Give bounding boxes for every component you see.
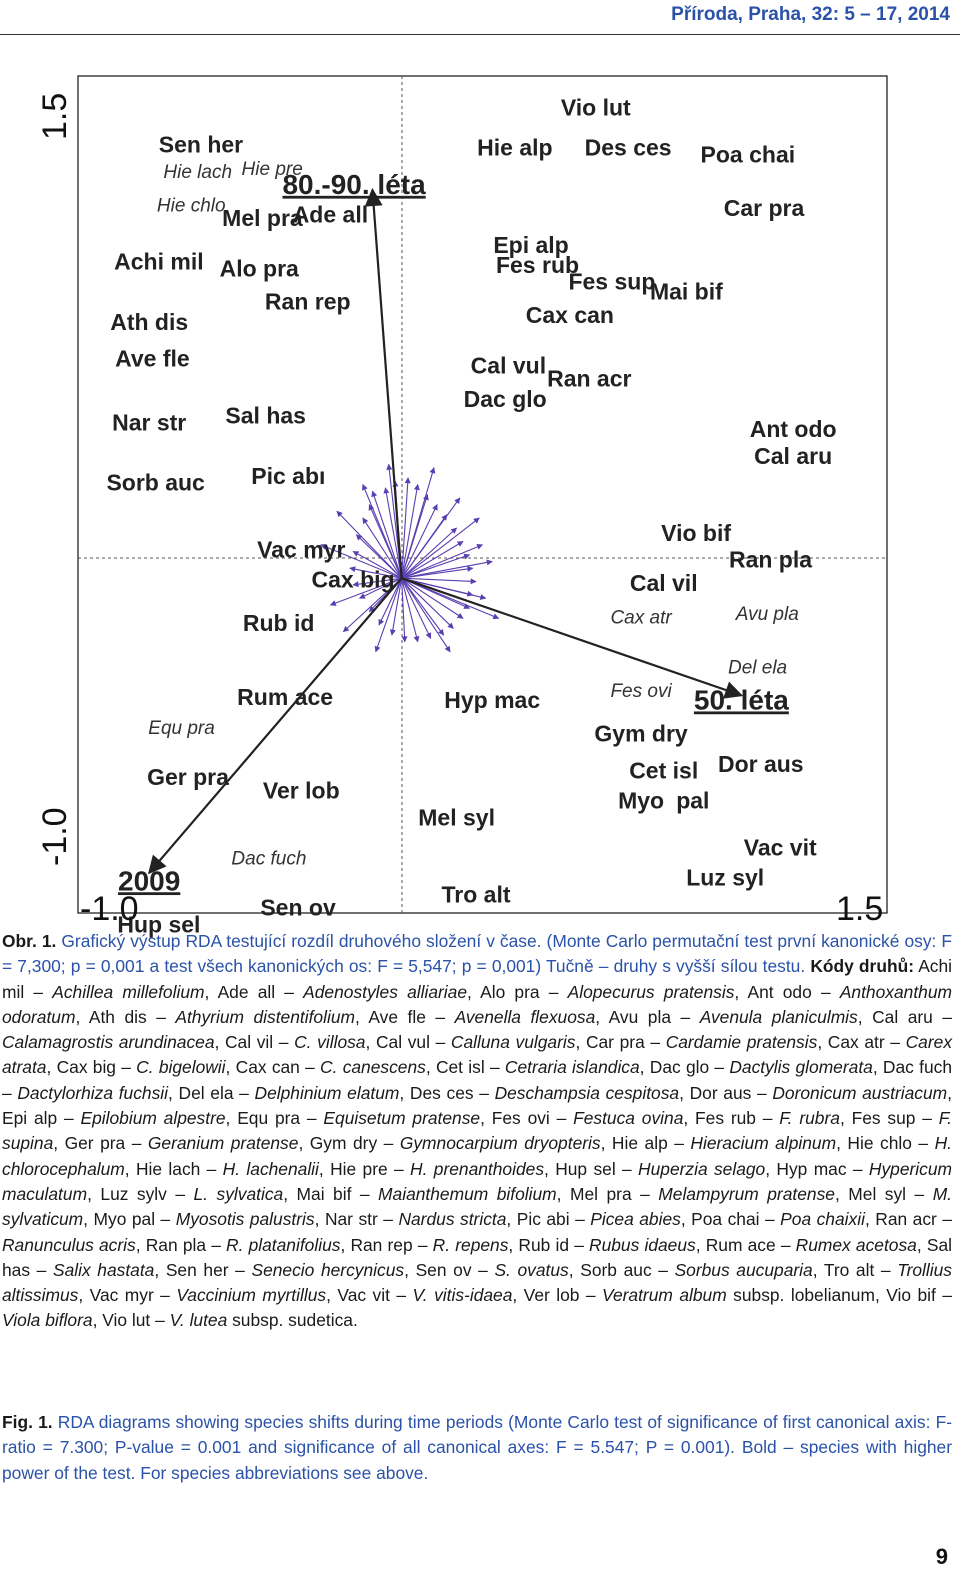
species-vector-arrow — [402, 578, 454, 628]
species-label: Car pra — [723, 194, 805, 221]
species-code-separator: , — [340, 1234, 346, 1255]
species-label: Cax atr — [610, 607, 672, 629]
species-code-name: F. supina — [2, 1108, 952, 1154]
species-label: Vio bif — [661, 519, 732, 546]
species-code-abbrev: Fes rub – — [688, 1108, 780, 1129]
species-label: Avu pla — [735, 604, 799, 626]
species-code-abbrev: Gym dry – — [303, 1133, 400, 1154]
species-code-separator: , — [639, 1057, 645, 1078]
species-code-separator: , — [75, 1006, 81, 1027]
species-code-abbrev: Sen her – — [159, 1259, 252, 1280]
species-code-separator: , — [734, 981, 740, 1002]
species-code-separator: , — [154, 1259, 160, 1280]
species-label: Ver lob — [262, 777, 340, 804]
species-code-abbrev: Pic abi – — [511, 1209, 591, 1230]
species-code-abbrev: Mel pra – — [561, 1183, 659, 1204]
species-label: Myo — [618, 787, 665, 814]
species-label: Dor aus — [717, 750, 804, 777]
species-code-abbrev: Poa chai – — [685, 1209, 781, 1230]
species-code-abbrev: Hup sel – — [548, 1158, 639, 1179]
species-code-name: C. villosa — [294, 1032, 366, 1053]
species-code-abbrev: Cet isl – — [430, 1057, 505, 1078]
species-code-separator: , — [225, 1057, 231, 1078]
species-code-separator: , — [53, 1133, 59, 1154]
species-code-name: Senecio hercynicus — [251, 1259, 405, 1280]
species-code-abbrev: Avu pla – — [600, 1006, 700, 1027]
species-label: Hie pre — [241, 158, 303, 180]
species-code-name: R. repens — [432, 1234, 509, 1255]
species-code-name: Deschampsia cespitosa — [494, 1082, 680, 1103]
species-codes-label: Kódy druhů: — [810, 956, 914, 977]
species-label: Pic abı — [251, 462, 326, 489]
species-code-separator: , — [318, 1158, 324, 1179]
species-code-abbrev: Hie chlo – — [840, 1133, 935, 1154]
species-code-separator: , — [683, 1108, 689, 1129]
species-label: Fes ovi — [610, 681, 672, 703]
species-code-name: S. ovatus — [494, 1259, 569, 1280]
species-label: Ave fle — [115, 345, 190, 372]
species-code-name: Dactylorhiza fuchsii — [17, 1082, 168, 1103]
species-code-name: Equisetum pratense — [323, 1108, 481, 1129]
species-code-name: Ranunculus acris — [2, 1234, 136, 1255]
species-code-abbrev: Tro alt – — [817, 1259, 898, 1280]
species-label: Fes rub — [495, 251, 580, 278]
species-label: Gym dry — [594, 720, 688, 747]
species-code-name: Trollius altissimus — [2, 1259, 953, 1306]
species-code-name: Myosotis palustris — [175, 1209, 315, 1230]
species-code-abbrev: Ave fle – — [359, 1006, 455, 1027]
species-code-abbrev: Hyp mac – — [770, 1158, 869, 1179]
caption-english — [2, 1410, 952, 1486]
journal-citation: Příroda, Praha, 32: 5 – 17, 2014 — [671, 4, 950, 25]
species-code-name: Cetraria islandica — [504, 1057, 640, 1078]
y-tick-max: 1.5 — [36, 92, 74, 140]
period-arrow — [372, 190, 401, 578]
period-label: 2009 — [118, 865, 181, 897]
species-label: Mel syl — [418, 804, 495, 831]
species-code-abbrev: Del ela – — [172, 1082, 255, 1103]
species-code-abbrev: Hie pre – — [323, 1158, 411, 1179]
species-code-name: Rubus idaeus — [589, 1234, 696, 1255]
species-code-separator: , — [168, 1082, 173, 1103]
species-code-name: Avenella flexuosa — [454, 1006, 596, 1027]
species-code-separator: , — [480, 1108, 485, 1129]
species-label: Sorb auc — [106, 469, 205, 496]
caption-cz-label: Obr. 1. — [2, 931, 57, 951]
species-code-separator: , — [836, 1133, 841, 1154]
species-code-separator: , — [92, 1310, 98, 1331]
species-code-subsp: subsp. lobelianum — [726, 1285, 875, 1306]
species-code-abbrev: Dac fuch – — [2, 1057, 952, 1103]
species-code-separator: , — [124, 1158, 130, 1179]
species-label: Mai bif — [649, 278, 723, 305]
caption-en-text: RDA diagrams showing species shifts during time periods (Monte Carlo test of significance of first canonical axis: F-ratio = 7.300; P-value = 0.001 and significance of all canonical axes: F = 5.547; P = 0.001). Bold – species with higher power of the test. For species abbreviations see above. — [2, 1412, 953, 1483]
species-code-separator: , — [765, 1158, 771, 1179]
species-label: Sen ov — [260, 894, 336, 921]
species-code-abbrev: Ver lob – — [517, 1285, 603, 1306]
caption-cz-text: Grafický výstup RDA testující rozdíl druhového složení v čase. (Monte Carlo permutační test první kanonické osy: F = 7,300; p = 0,001 a test všech kanonických os: F = 5,547; p = 0,001) Tučně – druhy s vyšší sílou testu. — [2, 931, 953, 977]
species-label: Rum ace — [237, 683, 334, 710]
species-code-separator: , — [864, 1209, 870, 1230]
species-label: Vac myr — [257, 536, 346, 563]
species-code-separator: , — [680, 1209, 686, 1230]
species-code-name: Achillea millefolium — [52, 981, 205, 1002]
species-label: Ant odo — [749, 415, 837, 442]
species-code-abbrev: Fes ovi – — [484, 1108, 574, 1129]
species-code-separator: , — [508, 1234, 514, 1255]
species-code-abbrev: Ath dis – — [80, 1006, 176, 1027]
species-code-name: C. canescens — [320, 1057, 426, 1078]
species-label: Rub id — [242, 610, 315, 637]
species-label: Sal has — [225, 402, 306, 429]
species-code-abbrev: Achi mil – — [2, 956, 953, 1002]
species-code-separator: , — [595, 1006, 601, 1027]
species-code-name: Maianthemum bifolium — [378, 1183, 557, 1204]
species-code-name: Melampyrum pratense — [658, 1183, 835, 1204]
page-number: 9 — [935, 1544, 948, 1569]
species-code-abbrev: Des ces – — [404, 1082, 495, 1103]
rda-figure — [0, 38, 960, 938]
species-code-name: Picea abies — [590, 1209, 681, 1230]
species-code-separator: , — [544, 1158, 549, 1179]
species-label: Epi alp — [493, 231, 569, 258]
species-label: Ath dis — [110, 308, 189, 335]
species-code-name: Festuca ovina — [573, 1108, 684, 1129]
species-code-name: Vaccinium myrtillus — [176, 1285, 327, 1306]
species-label: Cal aru — [754, 442, 833, 469]
species-code-name: V. lutea — [169, 1310, 228, 1331]
species-code-name: V. vitis-idaea — [412, 1285, 513, 1306]
species-code-separator: , — [87, 1183, 92, 1204]
species-code-name: H. lachenalii — [222, 1158, 319, 1179]
species-code-abbrev: Car pra – — [580, 1032, 666, 1053]
species-label: Mel pra — [222, 205, 303, 232]
species-label: Equ pra — [148, 717, 215, 739]
species-code-abbrev: Ran rep – — [345, 1234, 433, 1255]
species-code-name: Rumex acetosa — [795, 1234, 917, 1255]
species-label: Hie lach — [163, 162, 233, 184]
species-code-name: Hieracium alpinum — [690, 1133, 837, 1154]
species-label: Vio lut — [560, 94, 631, 121]
species-code-name: Anthoxanthum odoratum — [2, 981, 952, 1027]
species-code-abbrev: Hie alp – — [605, 1133, 691, 1154]
species-code-abbrev: Cal vil – — [219, 1032, 295, 1053]
species-code-separator: , — [78, 1285, 84, 1306]
species-code-name: Cardamie pratensis — [665, 1032, 818, 1053]
species-label: Ran pla — [728, 546, 813, 573]
species-code-name: Veratrum album — [602, 1285, 727, 1306]
species-label: Cal vul — [470, 352, 547, 379]
species-label: Hie alp — [477, 134, 553, 161]
species-code-separator: , — [506, 1209, 512, 1230]
species-code-abbrev: Dor aus – — [683, 1082, 773, 1103]
species-code-separator: , — [298, 1133, 304, 1154]
species-code-abbrev: Mel syl – — [839, 1183, 933, 1204]
species-code-name: R. platanifolius — [226, 1234, 341, 1255]
species-label: Fes sup — [568, 268, 656, 295]
species-code-abbrev: Myo pal – — [88, 1209, 176, 1230]
species-code-separator: , — [575, 1032, 581, 1053]
species-code-abbrev: Nar str – — [319, 1209, 399, 1230]
species-code-abbrev: Cal vul – — [370, 1032, 451, 1053]
species-code-separator: , — [568, 1259, 574, 1280]
species-vector-arrow — [402, 478, 408, 578]
species-label: Cax big — [311, 566, 395, 593]
species-code-name: Geranium pratense — [147, 1133, 299, 1154]
species-code-abbrev: Ran acr – — [869, 1209, 952, 1230]
species-code-separator: , — [135, 1234, 141, 1255]
species-code-abbrev: Vac vit – — [330, 1285, 413, 1306]
species-code-name: Dactylis glomerata — [729, 1057, 873, 1078]
species-code-name: Huperzia selago — [638, 1158, 766, 1179]
species-label: Luz syl — [686, 864, 765, 891]
species-code-name: Doronicum austriacum — [772, 1082, 948, 1103]
species-code-separator: , — [679, 1082, 684, 1103]
species-code-separator: , — [947, 1082, 952, 1103]
species-code-name: L. sylvatica — [193, 1183, 284, 1204]
rda-plot — [0, 38, 960, 938]
caption-czech — [2, 929, 952, 1334]
species-code-abbrev: Cax big – — [51, 1057, 137, 1078]
species-code-abbrev: Vio bif – — [879, 1285, 953, 1306]
x-tick-max: 1.5 — [836, 890, 884, 928]
species-code-abbrev: Cax atr – — [822, 1032, 906, 1053]
species-labels — [106, 95, 836, 938]
species-code-separator: , — [404, 1259, 409, 1280]
species-code-abbrev: Sorb auc – — [573, 1259, 675, 1280]
species-code-name: Calluna vulgaris — [450, 1032, 576, 1053]
species-label: Dac fuch — [231, 848, 307, 870]
species-code-abbrev: Rub id – — [513, 1234, 590, 1255]
species-code-name: Epilobium alpestre — [80, 1108, 226, 1129]
species-code-separator: , — [834, 1183, 840, 1204]
species-label: Cet isl — [629, 757, 699, 784]
species-code-separator: , — [83, 1209, 89, 1230]
species-code-abbrev: Sal has – — [2, 1234, 952, 1280]
species-label: Hup sel — [117, 911, 201, 938]
page-header — [0, 0, 960, 36]
species-code-name: Calamagrostis arundinacea — [2, 1032, 215, 1053]
species-code-name: Poa chaixii — [780, 1209, 865, 1230]
species-code-name: C. bigelowii — [136, 1057, 226, 1078]
x-tick-min: -1.0 — [80, 890, 139, 928]
species-code-separator: , — [365, 1032, 371, 1053]
species-code-name: Nardus stricta — [398, 1209, 507, 1230]
species-code-separator: , — [916, 1234, 922, 1255]
species-code-abbrev: Mai bif – — [288, 1183, 379, 1204]
species-label: Ran acr — [547, 365, 632, 392]
species-label: pal — [676, 787, 710, 814]
species-label: Hyp mac — [444, 687, 541, 714]
species-code-separator: , — [695, 1234, 701, 1255]
species-code-abbrev: Epi alp – — [2, 1108, 81, 1129]
species-code-separator: , — [326, 1285, 331, 1306]
species-code-separator: , — [425, 1057, 431, 1078]
species-label: Alo pra — [219, 255, 299, 282]
species-code-name: Avenula planiculmis — [699, 1006, 858, 1027]
species-code-name: Salix hastata — [52, 1259, 155, 1280]
species-code-separator: , — [857, 1006, 863, 1027]
species-code-abbrev: Equ pra – — [230, 1108, 324, 1129]
species-label: Tro alt — [441, 881, 511, 908]
species-code-name: F. rubra — [779, 1108, 840, 1129]
species-code-abbrev: Cax can – — [230, 1057, 321, 1078]
species-code-abbrev: Vio lut – — [97, 1310, 170, 1331]
species-label: Ran rep — [264, 288, 351, 315]
species-code-abbrev: Fes sup – — [844, 1108, 939, 1129]
species-code-name: M. sylvaticum — [2, 1183, 953, 1230]
species-code-abbrev: Ger pra – — [58, 1133, 148, 1154]
species-codes-list — [2, 956, 952, 1330]
species-code-separator: , — [283, 1183, 289, 1204]
species-label: Ade all — [292, 201, 369, 228]
species-code-name: Gymnocarpium dryopteris — [399, 1133, 601, 1154]
species-label: Cax can — [525, 302, 614, 329]
period-label: 50. léta — [693, 684, 789, 716]
species-code-separator: , — [314, 1209, 320, 1230]
species-label: Hie chlo — [156, 195, 226, 217]
species-code-separator: , — [399, 1082, 405, 1103]
species-code-separator: , — [839, 1108, 845, 1129]
species-label: Cal vil — [629, 569, 698, 596]
species-code-separator: , — [214, 1032, 220, 1053]
species-code-name: H. chlorocephalum — [2, 1133, 953, 1179]
species-code-name: Alopecurus pratensis — [567, 981, 735, 1002]
species-code-separator: , — [46, 1057, 52, 1078]
species-code-separator: , — [817, 1032, 823, 1053]
species-code-name: Adenostyles alliariae — [303, 981, 468, 1002]
caption-en-label: Fig. 1. — [2, 1412, 53, 1432]
species-code-name: Sorbus aucuparia — [674, 1259, 813, 1280]
species-code-abbrev: Alo pra – — [471, 981, 568, 1002]
species-code-separator: , — [600, 1133, 606, 1154]
species-label: Dac glo — [463, 385, 547, 412]
species-code-separator: , — [204, 981, 210, 1002]
species-code-subsp: subsp. sudetica — [227, 1310, 353, 1331]
species-code-abbrev: Ran pla – — [140, 1234, 227, 1255]
species-label: Achi mil — [114, 248, 204, 275]
header-rule — [0, 34, 960, 35]
species-code-name: Viola biflora — [2, 1310, 93, 1331]
species-code-abbrev: Luz sylv – — [91, 1183, 194, 1204]
species-code-separator: , — [556, 1183, 562, 1204]
species-code-separator: . — [352, 1310, 358, 1331]
species-code-separator: , — [812, 1259, 818, 1280]
species-code-abbrev: Vac myr – — [83, 1285, 177, 1306]
species-code-abbrev: Dac glo – — [644, 1057, 730, 1078]
y-tick-min: -1.0 — [36, 807, 74, 866]
species-code-separator: , — [354, 1006, 360, 1027]
species-label: Ger pra — [147, 764, 229, 791]
period-label-80-90: 80.-90. léta — [282, 168, 426, 200]
species-code-name: H. prenanthoides — [410, 1158, 545, 1179]
species-code-name: Carex atrata — [2, 1032, 953, 1078]
species-code-separator: , — [512, 1285, 518, 1306]
species-label: Vac vit — [743, 834, 817, 861]
species-code-name: Athyrium distentifolium — [175, 1006, 355, 1027]
species-code-abbrev: Hie lach – — [129, 1158, 223, 1179]
species-code-separator: , — [467, 981, 472, 1002]
species-code-abbrev: Sen ov – — [408, 1259, 495, 1280]
species-code-abbrev: Ade all – — [209, 981, 304, 1002]
species-code-name: Hypericum maculatum — [2, 1158, 953, 1204]
species-label: Nar str — [112, 409, 187, 436]
species-code-name: Delphinium elatum — [254, 1082, 400, 1103]
species-code-abbrev: Ant odo – — [739, 981, 840, 1002]
species-code-separator: , — [874, 1285, 880, 1306]
species-code-abbrev: Rum ace – — [700, 1234, 796, 1255]
species-code-separator: , — [872, 1057, 878, 1078]
species-label: Del ela — [727, 657, 788, 679]
species-label: Sen her — [158, 131, 244, 158]
species-label: Des ces — [584, 134, 672, 161]
species-code-separator: , — [225, 1108, 231, 1129]
species-code-abbrev: Cal aru – — [862, 1006, 953, 1027]
species-label: Poa chai — [700, 141, 796, 168]
